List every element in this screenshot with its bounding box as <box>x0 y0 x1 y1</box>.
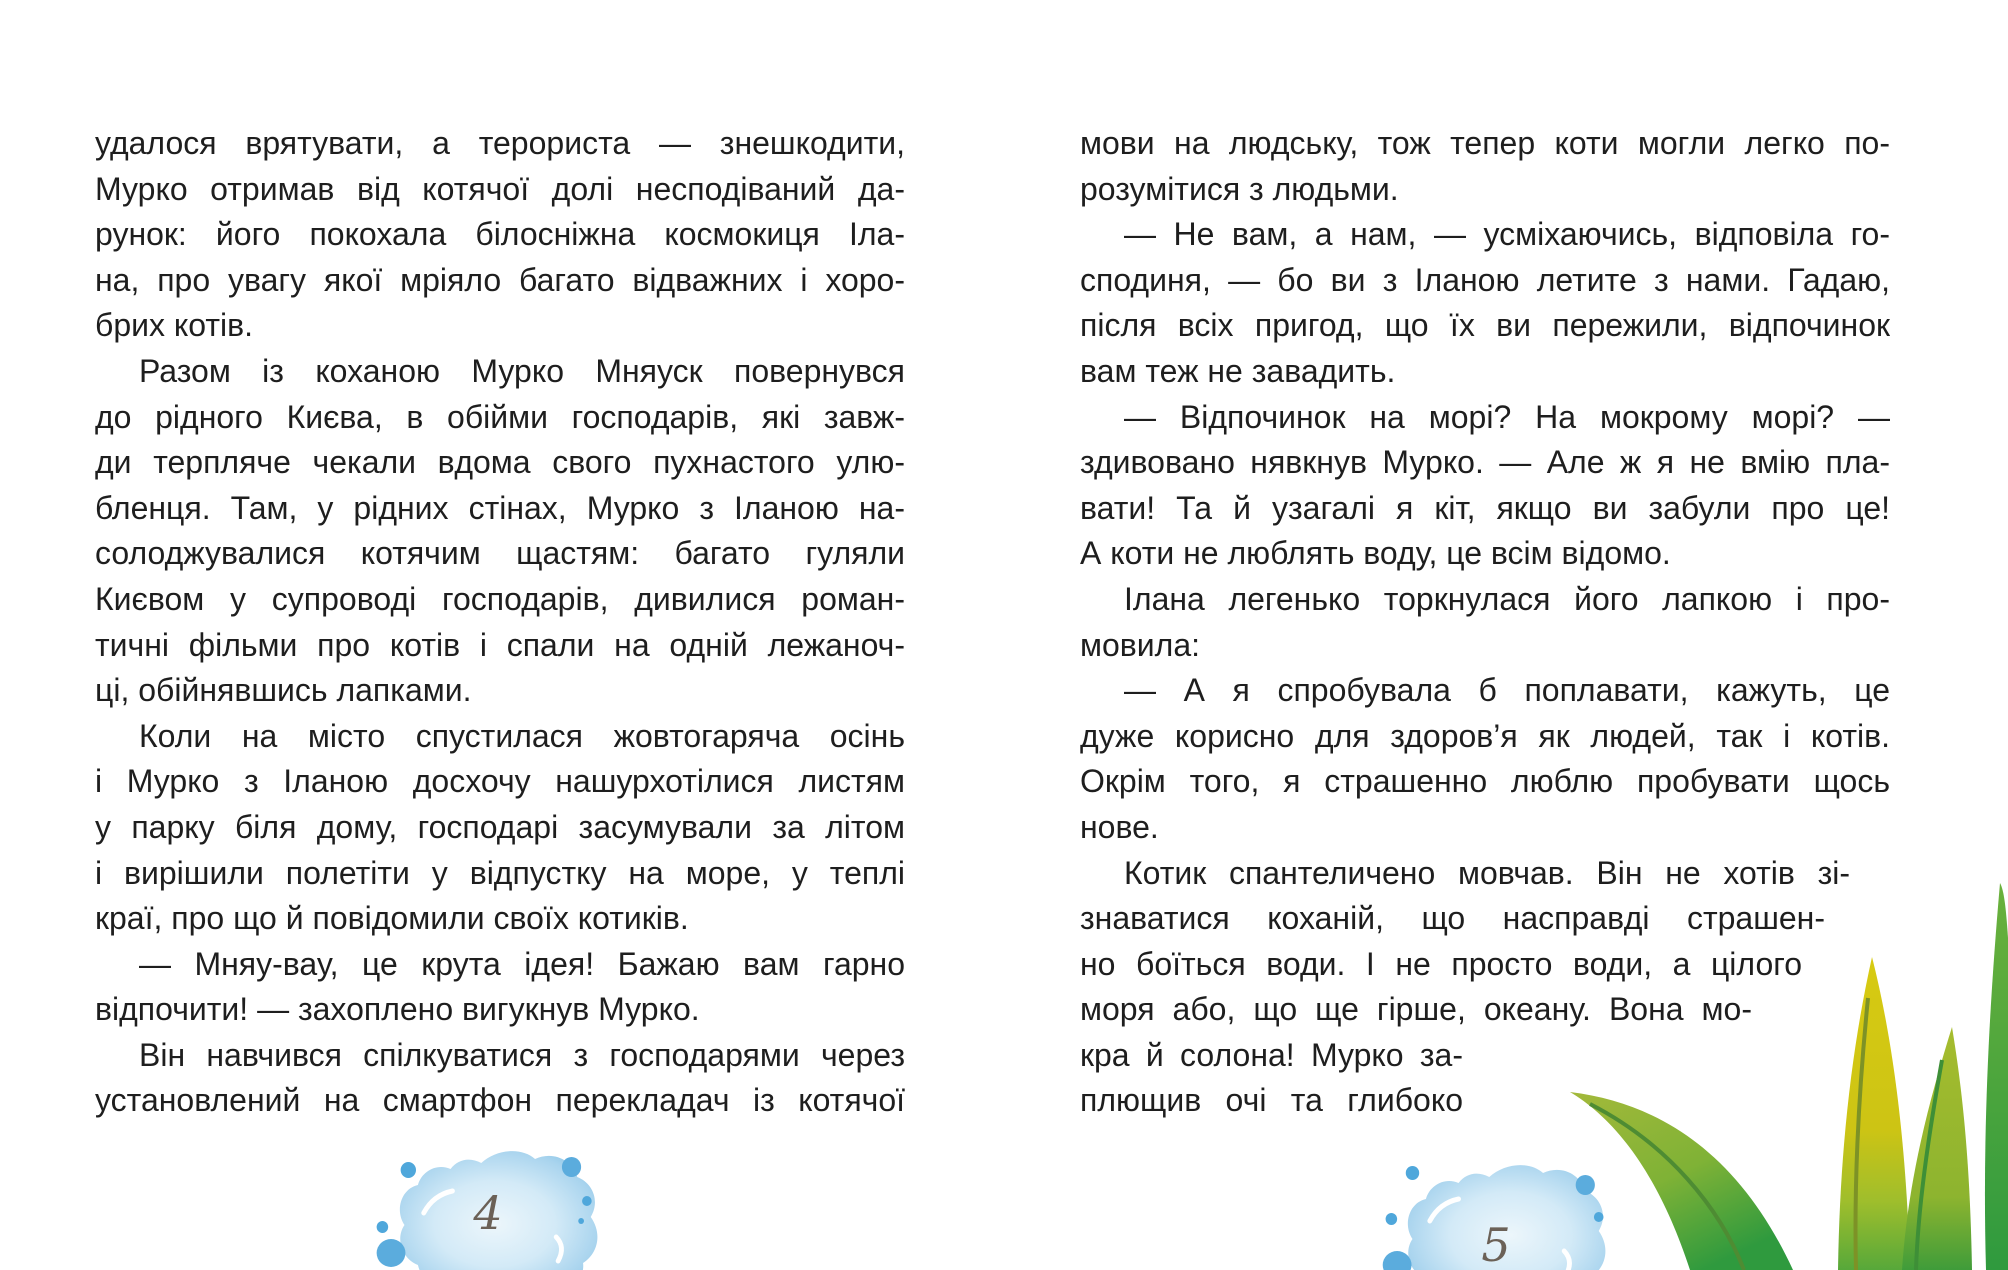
text-line: рунок: його покохала білосніжна космокиця Іла- <box>95 216 905 253</box>
page-number-badge-left <box>368 1141 608 1270</box>
text-line: і Мурко з Іланою досхочу нашурхотілися листям <box>95 763 905 800</box>
text-line: тичні фільми про котів і спали на одній лежаноч- <box>95 626 905 663</box>
text-line: — Відпочинок на морі? На мокрому морі? — <box>1124 398 1890 435</box>
text-line: А коти не люблять воду, це всім відомо. <box>1080 535 1671 572</box>
text-line: брих котів. <box>95 307 253 344</box>
grass-icon <box>1538 878 2008 1270</box>
text-line: солоджувалися котячим щастям: багато гуляли <box>95 535 905 572</box>
text-line: після всіх пригод, що їх ви пережили, відпочинок <box>1080 307 1890 344</box>
text-line: Разом із коханою Мурко Мняуск повернувся <box>139 352 905 389</box>
text-line: — Мняу-вау, це крута ідея! Бажаю вам гарно <box>139 945 905 982</box>
text-line: плющив очі та глибоко <box>1080 1082 1463 1119</box>
text-line: Києвом у супроводі господарів, дивилися роман- <box>95 580 905 617</box>
page-4-text-column <box>95 121 905 1124</box>
text-line: розумітися з людьми. <box>1080 170 1399 207</box>
text-line: краї, про що й повідомили своїх котиків. <box>95 900 689 937</box>
text-line: Мурко отримав від котячої долі несподіваний да- <box>95 170 905 207</box>
text-line: мовила: <box>1080 626 1201 663</box>
text-line: кра й солона! Мурко за- <box>1080 1036 1463 1073</box>
text-line: ці, обійнявшись лапками. <box>95 672 472 709</box>
text-line: на, про увагу якої мріяло багато відважних і хоро- <box>95 261 905 298</box>
page-number: 5 <box>1481 1218 1511 1270</box>
text-line: знаватися коханій, що насправді страшен- <box>1080 900 1825 937</box>
text-line: мови на людську, тож тепер коти могли легко по- <box>1080 125 1890 161</box>
text-line: і вирішили полетіти у відпустку на море, у теплі <box>95 854 905 891</box>
text-line: нове. <box>1080 808 1159 845</box>
text-line: дуже корисно для здоров’я як людей, так і котів. <box>1080 717 1890 754</box>
text-line: сподиня, — бо ви з Іланою летите з нами. Гадаю, <box>1080 261 1890 298</box>
text-line: Він навчився спілкуватися з господарями через <box>139 1036 905 1073</box>
text-line: відпочити! — захоплено вигукнув Мурко. <box>95 991 700 1028</box>
text-line: до рідного Києва, в обійми господарів, які завж- <box>95 398 905 435</box>
text-line: Котик спантеличено мовчав. Він не хотів зі- <box>1124 854 1850 891</box>
text-line: бленця. Там, у рідних стінах, Мурко з Іланою на- <box>95 489 905 526</box>
text-line: но боїться води. І не просто води, а цілого <box>1080 945 1802 982</box>
text-line: Ілана легенько торкнулася його лапкою і про- <box>1124 580 1890 617</box>
text-line: — А я спробувала б поплавати, кажуть, це <box>1124 672 1890 709</box>
text-line: вати! Та й узагалі я кіт, якщо ви забули про це! <box>1080 489 1890 526</box>
text-line: — Не вам, а нам, — усміхаючись, відповіла го- <box>1124 216 1890 253</box>
text-line: удалося врятувати, а терориста — знешкодити, <box>95 125 905 161</box>
text-line: здивовано нявкнув Мурко. — Але ж я не вмію пла- <box>1080 444 1890 481</box>
text-line: установлений на смартфон перекладач із котячої <box>95 1082 905 1119</box>
text-line: у парку біля дому, господарі засумували за літом <box>95 808 905 845</box>
text-line: Коли на місто спустилася жовтогаряча осінь <box>139 717 905 754</box>
page-number: 4 <box>473 1186 503 1240</box>
text-line: ди терпляче чекали вдома свого пухнастого улю- <box>95 444 905 481</box>
text-line: Окрім того, я страшенно люблю пробувати щось <box>1080 763 1890 800</box>
text-line: вам теж не завадить. <box>1080 352 1396 389</box>
text-line: моря або, що ще гірше, океану. Вона мо- <box>1080 991 1752 1028</box>
